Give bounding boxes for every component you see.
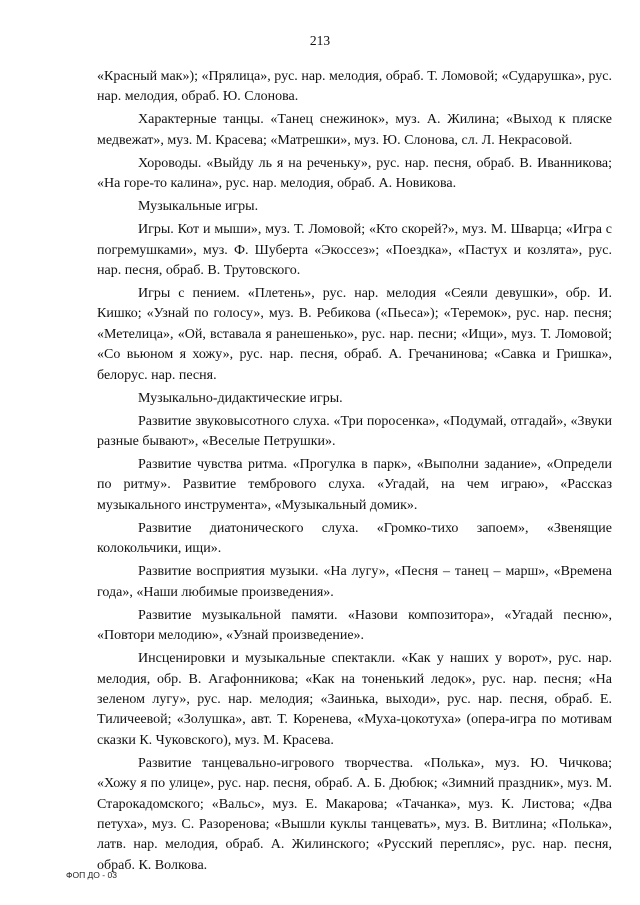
paragraph: Развитие чувства ритма. «Прогулка в парк», «Выполни задание», «Определи по ритму». Развитие тембрового слуха. «Угадай, на чем играю», «Рассказ музыкального инструмента», «Музыкальный домик». (97, 457, 612, 513)
paragraph: Развитие музыкальной памяти. «Назови композитора», «Угадай песню», «Повтори мелодию», «Узнай произведение». (97, 607, 612, 644)
page-number: 213 (309, 33, 331, 48)
paragraph: Развитие диатонического слуха. «Громко-тихо запоем», «Звенящие колокольчики, ищи». (97, 520, 612, 557)
paragraph: Игры. Кот и мыши», муз. Т. Ломовой; «Кто скорей?», муз. М. Шварца; «Игра с погремушками», муз. Ф. Шуберта «Экоссез»; «Поездка», «Пастух и козлята», рус. нар. песня, обраб. В. Трутовского. (97, 222, 612, 279)
paragraph: Игры с пением. «Плетень», рус. нар. мелодия «Сеяли девушки», обр. И. Кишко; «Узнай по голосу», муз. В. Ребикова («Пьеса»); «Теремок», рус. нар. песня; «Метелица», «Ой, вставала я ранешенько», рус. нар. песни; «Ищи», муз. Т. Ломовой; «Со вьюном я хожу», рус. нар. песня, обраб. А. Гречанинова; «Савка и Гришка», белорус. нар. песня. (97, 286, 612, 383)
paragraph: Музыкально-дидактические игры. (138, 390, 343, 406)
paragraph: «Красный мак»); «Прялица», рус. нар. мелодия, обраб. Т. Ломовой; «Сударушка», рус. нар. мелодия, обраб. Ю. Слонова. (97, 69, 612, 105)
paragraph: Развитие звуковысотного слуха. «Три поросенка», «Подумай, отгадай», «Звуки разные бывают», «Веселые Петрушки». (97, 413, 612, 450)
paragraph: Развитие восприятия музыки. «На лугу», «Песня – танец – марш», «Времена года», «Наши любимые произведения». (97, 564, 612, 600)
footer-code: ФОП ДО - 03 (66, 870, 117, 880)
paragraph: Хороводы. «Выйду ль я на реченьку», рус. нар. песня, обраб. В. Иванникова; «На горе-то калина», рус. нар. мелодия, обраб. А. Новикова. (97, 155, 612, 192)
paragraph: Развитие танцевально-игрового творчества. «Полька», муз. Ю. Чичкова; «Хожу я по улице», рус. нар. песня, обраб. А. Б. Дюбюк; «Зимний праздник», муз. М. Старокадомского; «Вальс», муз. Е. Макарова; «Тачанка», муз. К. Листова; «Два петуха», муз. С. Разоренова; «Вышли куклы танцевать», муз. В. Витлина; «Полька», латв. нар. мелодия, обраб. А. Жилинского; «Русский перепляс», рус. нар. песня, обраб. К. Волкова. (97, 755, 612, 873)
paragraph: Инсценировки и музыкальные спектакли. «Как у наших у ворот», рус. нар. мелодия, обр. В. Агафонникова; «Как на тоненький ледок», рус. нар. песня; «На зеленом лугу», рус. нар. мелодия; «Заинька, выходи», рус. нар. песня, обраб. Е. Тиличеевой; «Золушка», авт. Т. Коренева, «Муха-цокотуха» (опера-игра по мотивам сказки К. Чуковского), муз. М. Красева. (97, 651, 612, 748)
document-body (97, 67, 612, 879)
paragraph: Характерные танцы. «Танец снежинок», муз. А. Жилина; «Выход к пляске медвежат», муз. М. Красева; «Матрешки», муз. Ю. Слонова, сл. Л. Некрасовой. (97, 112, 612, 148)
paragraph: Музыкальные игры. (138, 199, 259, 215)
